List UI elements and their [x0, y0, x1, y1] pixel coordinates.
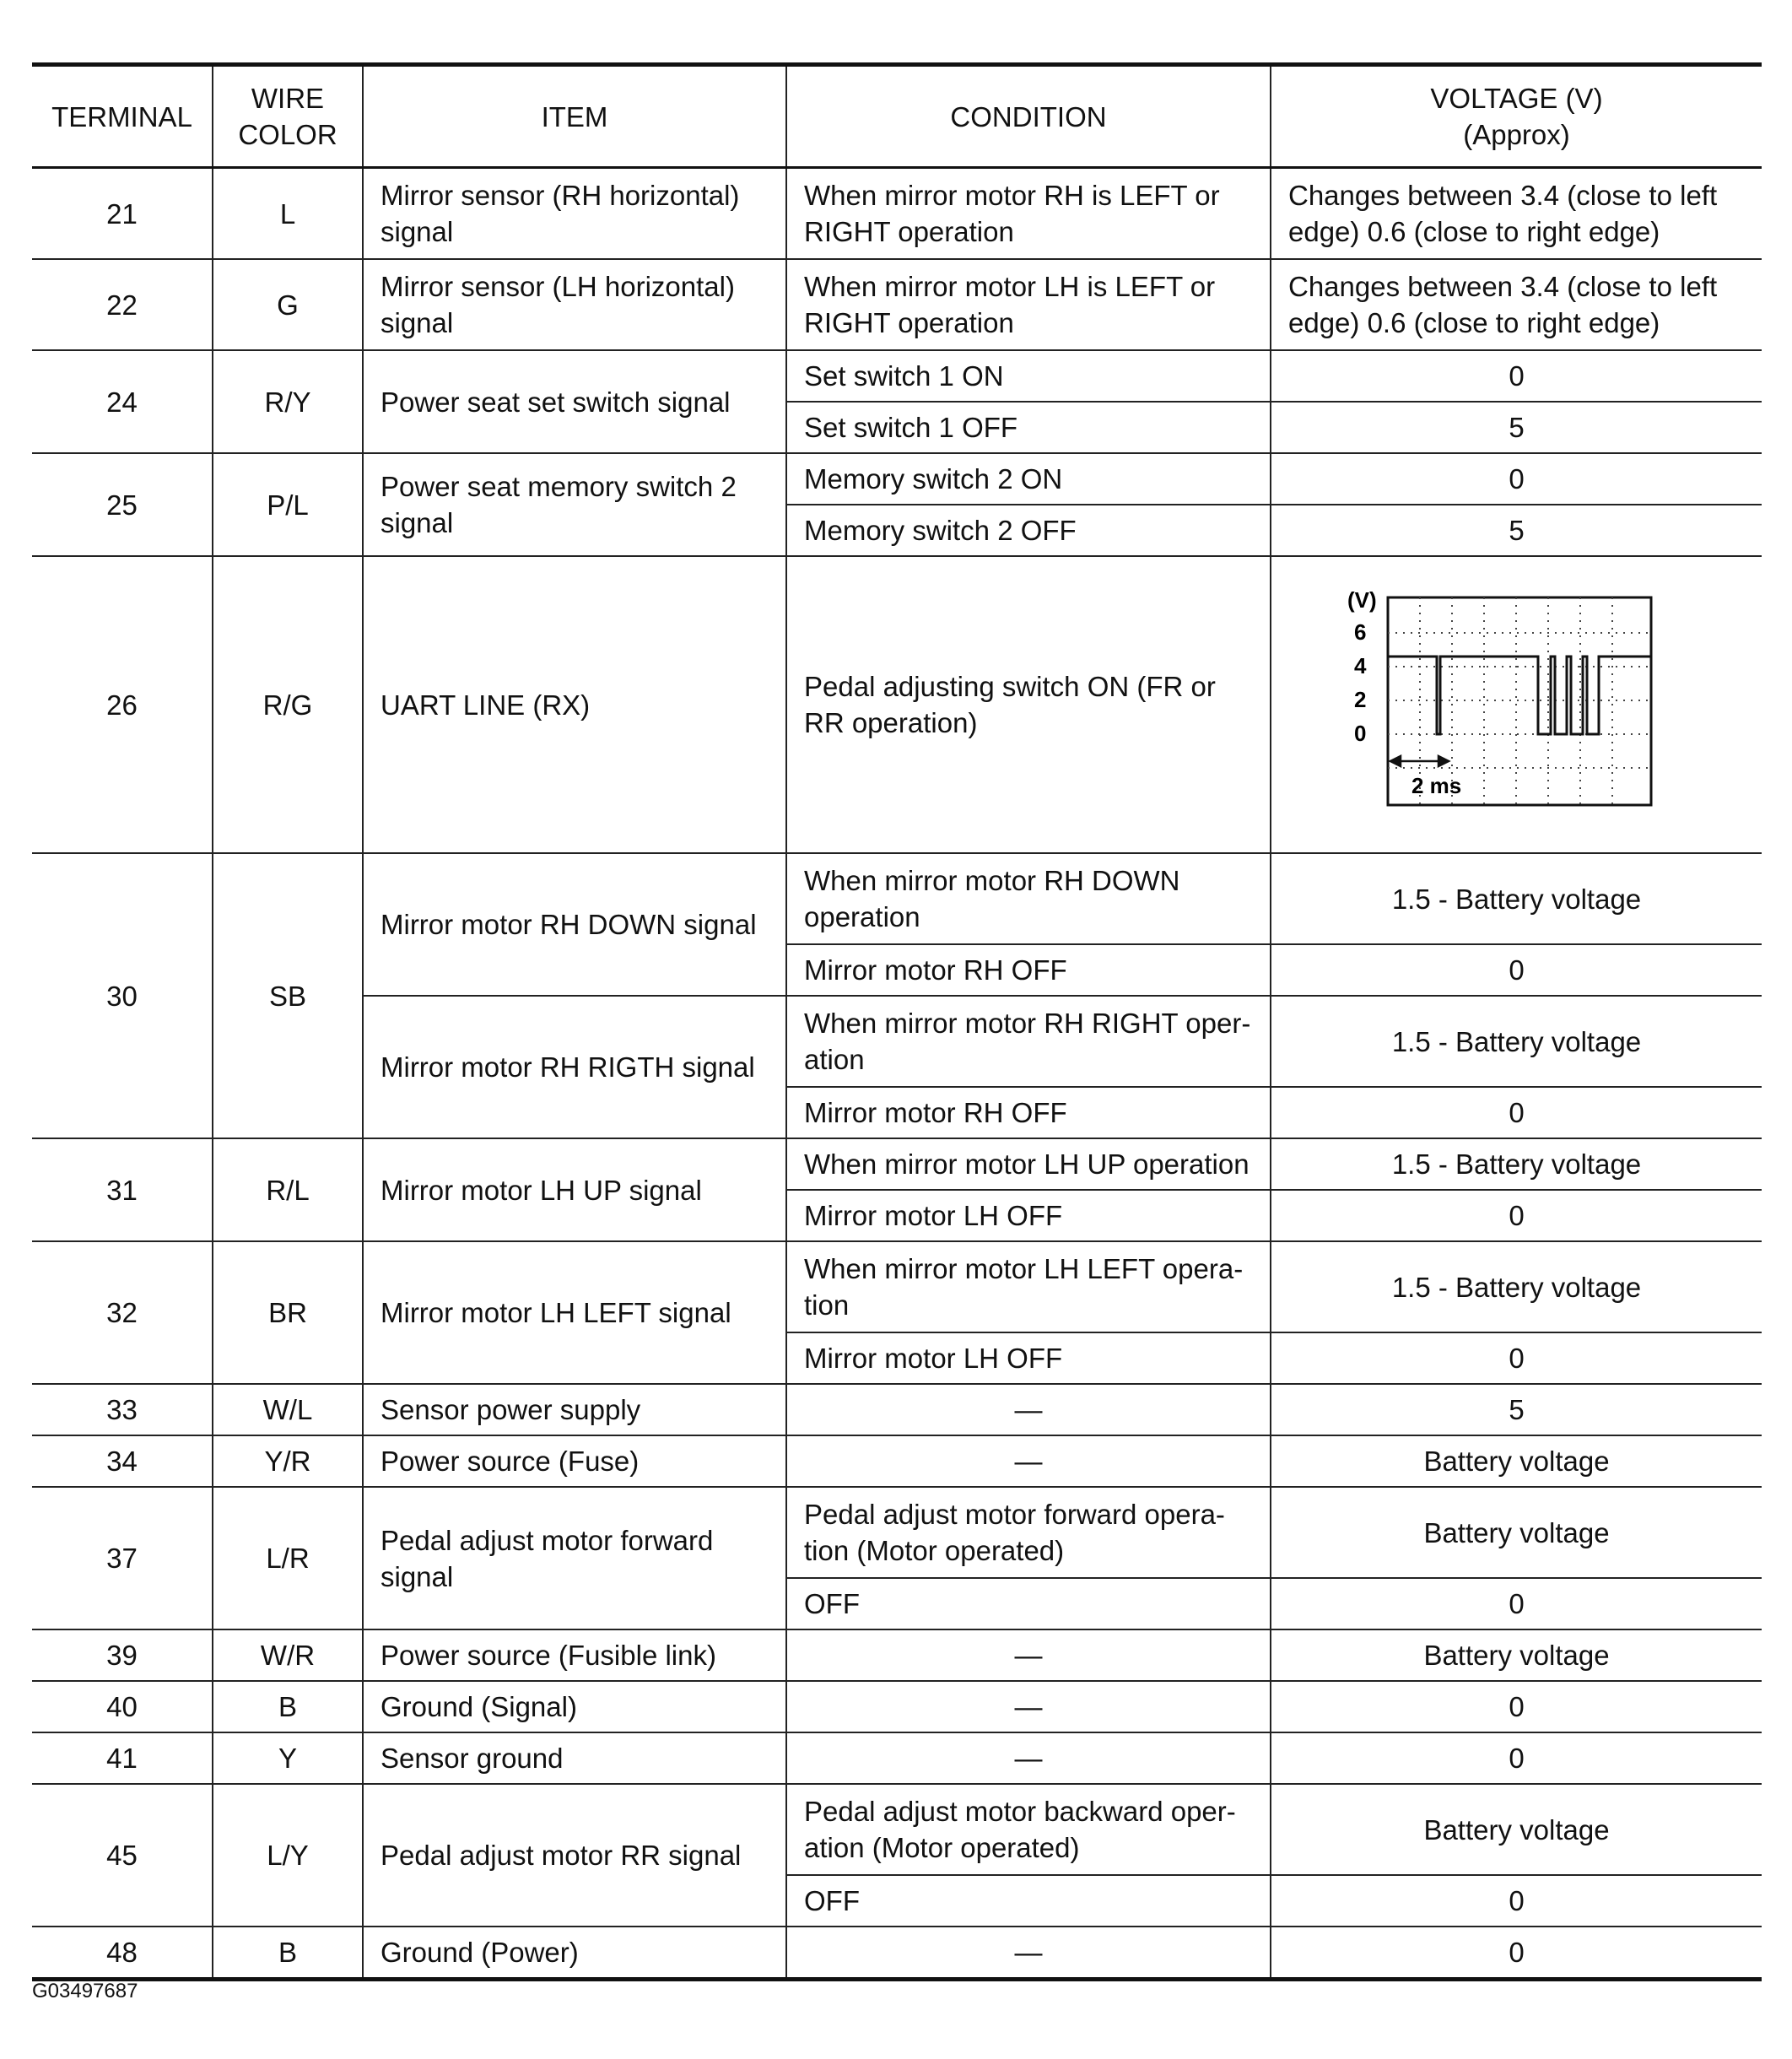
condition-cell: Pedal adjust motor forward opera-tion (Motor operated): [786, 1487, 1271, 1578]
table-row: [32, 1784, 1762, 1875]
condition-cell: —: [786, 1681, 1271, 1732]
header-wire-color: [213, 65, 363, 168]
condition-cell: Mirror motor RH OFF: [786, 944, 1271, 996]
item-cell: Mirror motor RH DOWN signal: [363, 853, 786, 996]
item-cell: Ground (Signal): [363, 1681, 786, 1732]
item-cell: Power source (Fusible link): [363, 1629, 786, 1681]
wire-color-cell: L/R: [213, 1487, 363, 1629]
terminal-cell: 39: [32, 1629, 213, 1681]
voltage-cell: 5: [1271, 402, 1762, 453]
item-cell: Power source (Fuse): [363, 1435, 786, 1487]
terminal-cell: 26: [32, 556, 213, 853]
voltage-cell: 0: [1271, 1875, 1762, 1927]
condition-cell: —: [786, 1732, 1271, 1784]
table-row: [32, 259, 1762, 350]
condition-cell: Pedal adjusting switch ON (FR or RR operation): [786, 556, 1271, 853]
condition-cell: Mirror motor LH OFF: [786, 1190, 1271, 1241]
condition-cell: —: [786, 1927, 1271, 1980]
item-cell: Ground (Power): [363, 1927, 786, 1980]
voltage-cell: 5: [1271, 505, 1762, 556]
table-row: [32, 168, 1762, 260]
condition-cell: Set switch 1 OFF: [786, 402, 1271, 453]
terminal-cell: 33: [32, 1384, 213, 1435]
header-voltage-line2: (Approx): [1463, 119, 1570, 150]
condition-cell: —: [786, 1629, 1271, 1681]
item-cell: Power seat memory switch 2 signal: [363, 453, 786, 556]
table-row: [32, 350, 1762, 402]
voltage-cell: Changes between 3.4 (close to left edge) 0.6 (close to right edge): [1271, 259, 1762, 350]
voltage-cell: 1.5 - Battery voltage: [1271, 1241, 1762, 1332]
voltage-cell: 0: [1271, 1190, 1762, 1241]
voltage-cell: 0: [1271, 1927, 1762, 1980]
waveform-unit-label: (V): [1347, 587, 1377, 613]
wire-color-cell: W/L: [213, 1384, 363, 1435]
condition-cell: When mirror motor RH RIGHT oper-ation: [786, 996, 1271, 1087]
header-wire-line2: COLOR: [238, 119, 337, 150]
condition-cell: —: [786, 1435, 1271, 1487]
voltage-cell: Battery voltage: [1271, 1784, 1762, 1875]
voltage-cell: 0: [1271, 944, 1762, 996]
table-row: [32, 1927, 1762, 1980]
voltage-cell: 0: [1271, 1087, 1762, 1138]
condition-cell: Pedal adjust motor backward oper-ation (Motor operated): [786, 1784, 1271, 1875]
condition-cell: Memory switch 2 OFF: [786, 505, 1271, 556]
voltage-cell: Battery voltage: [1271, 1487, 1762, 1578]
wire-color-cell: W/R: [213, 1629, 363, 1681]
item-cell: Sensor ground: [363, 1732, 786, 1784]
voltage-cell: Battery voltage: [1271, 1435, 1762, 1487]
terminal-cell: 34: [32, 1435, 213, 1487]
condition-cell: OFF: [786, 1578, 1271, 1629]
table-row: [32, 1629, 1762, 1681]
waveform-ytick-4: 4: [1353, 653, 1366, 678]
table-row: [32, 1435, 1762, 1487]
condition-cell: —: [786, 1384, 1271, 1435]
terminal-cell: 30: [32, 853, 213, 1138]
condition-cell: OFF: [786, 1875, 1271, 1927]
uart-signal-trace: [1388, 657, 1651, 734]
condition-cell: When mirror motor RH DOWN operation: [786, 853, 1271, 944]
table-row: [32, 556, 1762, 853]
table-row: [32, 1732, 1762, 1784]
condition-cell: Mirror motor LH OFF: [786, 1332, 1271, 1384]
table-row: [32, 453, 1762, 505]
voltage-cell: 0: [1271, 453, 1762, 505]
item-cell: Power seat set switch signal: [363, 350, 786, 453]
item-cell: Sensor power supply: [363, 1384, 786, 1435]
item-cell: Mirror motor LH UP signal: [363, 1138, 786, 1241]
item-cell: UART LINE (RX): [363, 556, 786, 853]
terminal-cell: 32: [32, 1241, 213, 1384]
header-wire-line1: WIRE: [251, 83, 325, 114]
time-scale-label: 2 ms: [1411, 773, 1461, 798]
table-row: [32, 1681, 1762, 1732]
condition-cell: Mirror motor RH OFF: [786, 1087, 1271, 1138]
voltage-cell: Battery voltage: [1271, 1629, 1762, 1681]
terminal-cell: 21: [32, 168, 213, 260]
terminal-cell: 40: [32, 1681, 213, 1732]
header-item: ITEM: [363, 65, 786, 168]
voltage-waveform-cell: [1271, 556, 1762, 853]
voltage-cell: 0: [1271, 1578, 1762, 1629]
item-cell: Pedal adjust motor forward signal: [363, 1487, 786, 1629]
condition-cell: Memory switch 2 ON: [786, 453, 1271, 505]
terminal-cell: 31: [32, 1138, 213, 1241]
figure-id: G03497687: [32, 1980, 138, 2002]
item-cell: Pedal adjust motor RR signal: [363, 1784, 786, 1927]
item-cell: Mirror motor RH RIGTH signal: [363, 996, 786, 1138]
table-row: [32, 1138, 1762, 1190]
condition-cell: When mirror motor LH UP operation: [786, 1138, 1271, 1190]
terminal-cell: 24: [32, 350, 213, 453]
waveform-ytick-2: 2: [1353, 687, 1366, 712]
wire-color-cell: P/L: [213, 453, 363, 556]
voltage-cell: 0: [1271, 1681, 1762, 1732]
condition-cell: When mirror motor LH LEFT opera-tion: [786, 1241, 1271, 1332]
terminal-cell: 48: [32, 1927, 213, 1980]
header-row: [32, 65, 1762, 168]
terminal-cell: 37: [32, 1487, 213, 1629]
wire-color-cell: L: [213, 168, 363, 260]
table-row: [32, 1487, 1762, 1578]
terminal-voltage-table-sheet: [32, 62, 1762, 1981]
voltage-cell: 1.5 - Battery voltage: [1271, 853, 1762, 944]
condition-cell: When mirror motor LH is LEFT or RIGHT operation: [786, 259, 1271, 350]
wire-color-cell: B: [213, 1681, 363, 1732]
terminal-cell: 22: [32, 259, 213, 350]
waveform-ytick-0: 0: [1353, 721, 1366, 746]
wire-color-cell: B: [213, 1927, 363, 1980]
wire-color-cell: L/Y: [213, 1784, 363, 1927]
item-cell: Mirror motor LH LEFT signal: [363, 1241, 786, 1384]
voltage-cell: 5: [1271, 1384, 1762, 1435]
wire-color-cell: Y/R: [213, 1435, 363, 1487]
voltage-cell: 0: [1271, 350, 1762, 402]
table-row: [32, 1241, 1762, 1332]
wire-color-cell: SB: [213, 853, 363, 1138]
voltage-cell: 0: [1271, 1732, 1762, 1784]
header-voltage: [1271, 65, 1762, 168]
wire-color-cell: BR: [213, 1241, 363, 1384]
voltage-cell: 0: [1271, 1332, 1762, 1384]
header-condition: CONDITION: [786, 65, 1271, 168]
voltage-cell: Changes between 3.4 (close to left edge) 0.6 (close to right edge): [1271, 168, 1762, 260]
wire-color-cell: R/Y: [213, 350, 363, 453]
terminal-voltage-table: [32, 62, 1762, 1981]
condition-cell: Set switch 1 ON: [786, 350, 1271, 402]
wire-color-cell: R/L: [213, 1138, 363, 1241]
uart-waveform-chart: [1344, 582, 1690, 819]
terminal-cell: 45: [32, 1784, 213, 1927]
terminal-cell: 25: [32, 453, 213, 556]
item-cell: Mirror sensor (LH horizontal) signal: [363, 259, 786, 350]
condition-cell: When mirror motor RH is LEFT or RIGHT operation: [786, 168, 1271, 260]
item-cell: Mirror sensor (RH horizontal) signal: [363, 168, 786, 260]
voltage-cell: 1.5 - Battery voltage: [1271, 1138, 1762, 1190]
waveform-ytick-6: 6: [1353, 619, 1366, 645]
header-voltage-line1: VOLTAGE (V): [1430, 83, 1603, 114]
table-row: [32, 1384, 1762, 1435]
wire-color-cell: R/G: [213, 556, 363, 853]
header-terminal: TERMINAL: [32, 65, 213, 168]
terminal-cell: 41: [32, 1732, 213, 1784]
table-row: [32, 853, 1762, 944]
voltage-cell: 1.5 - Battery voltage: [1271, 996, 1762, 1087]
wire-color-cell: Y: [213, 1732, 363, 1784]
wire-color-cell: G: [213, 259, 363, 350]
